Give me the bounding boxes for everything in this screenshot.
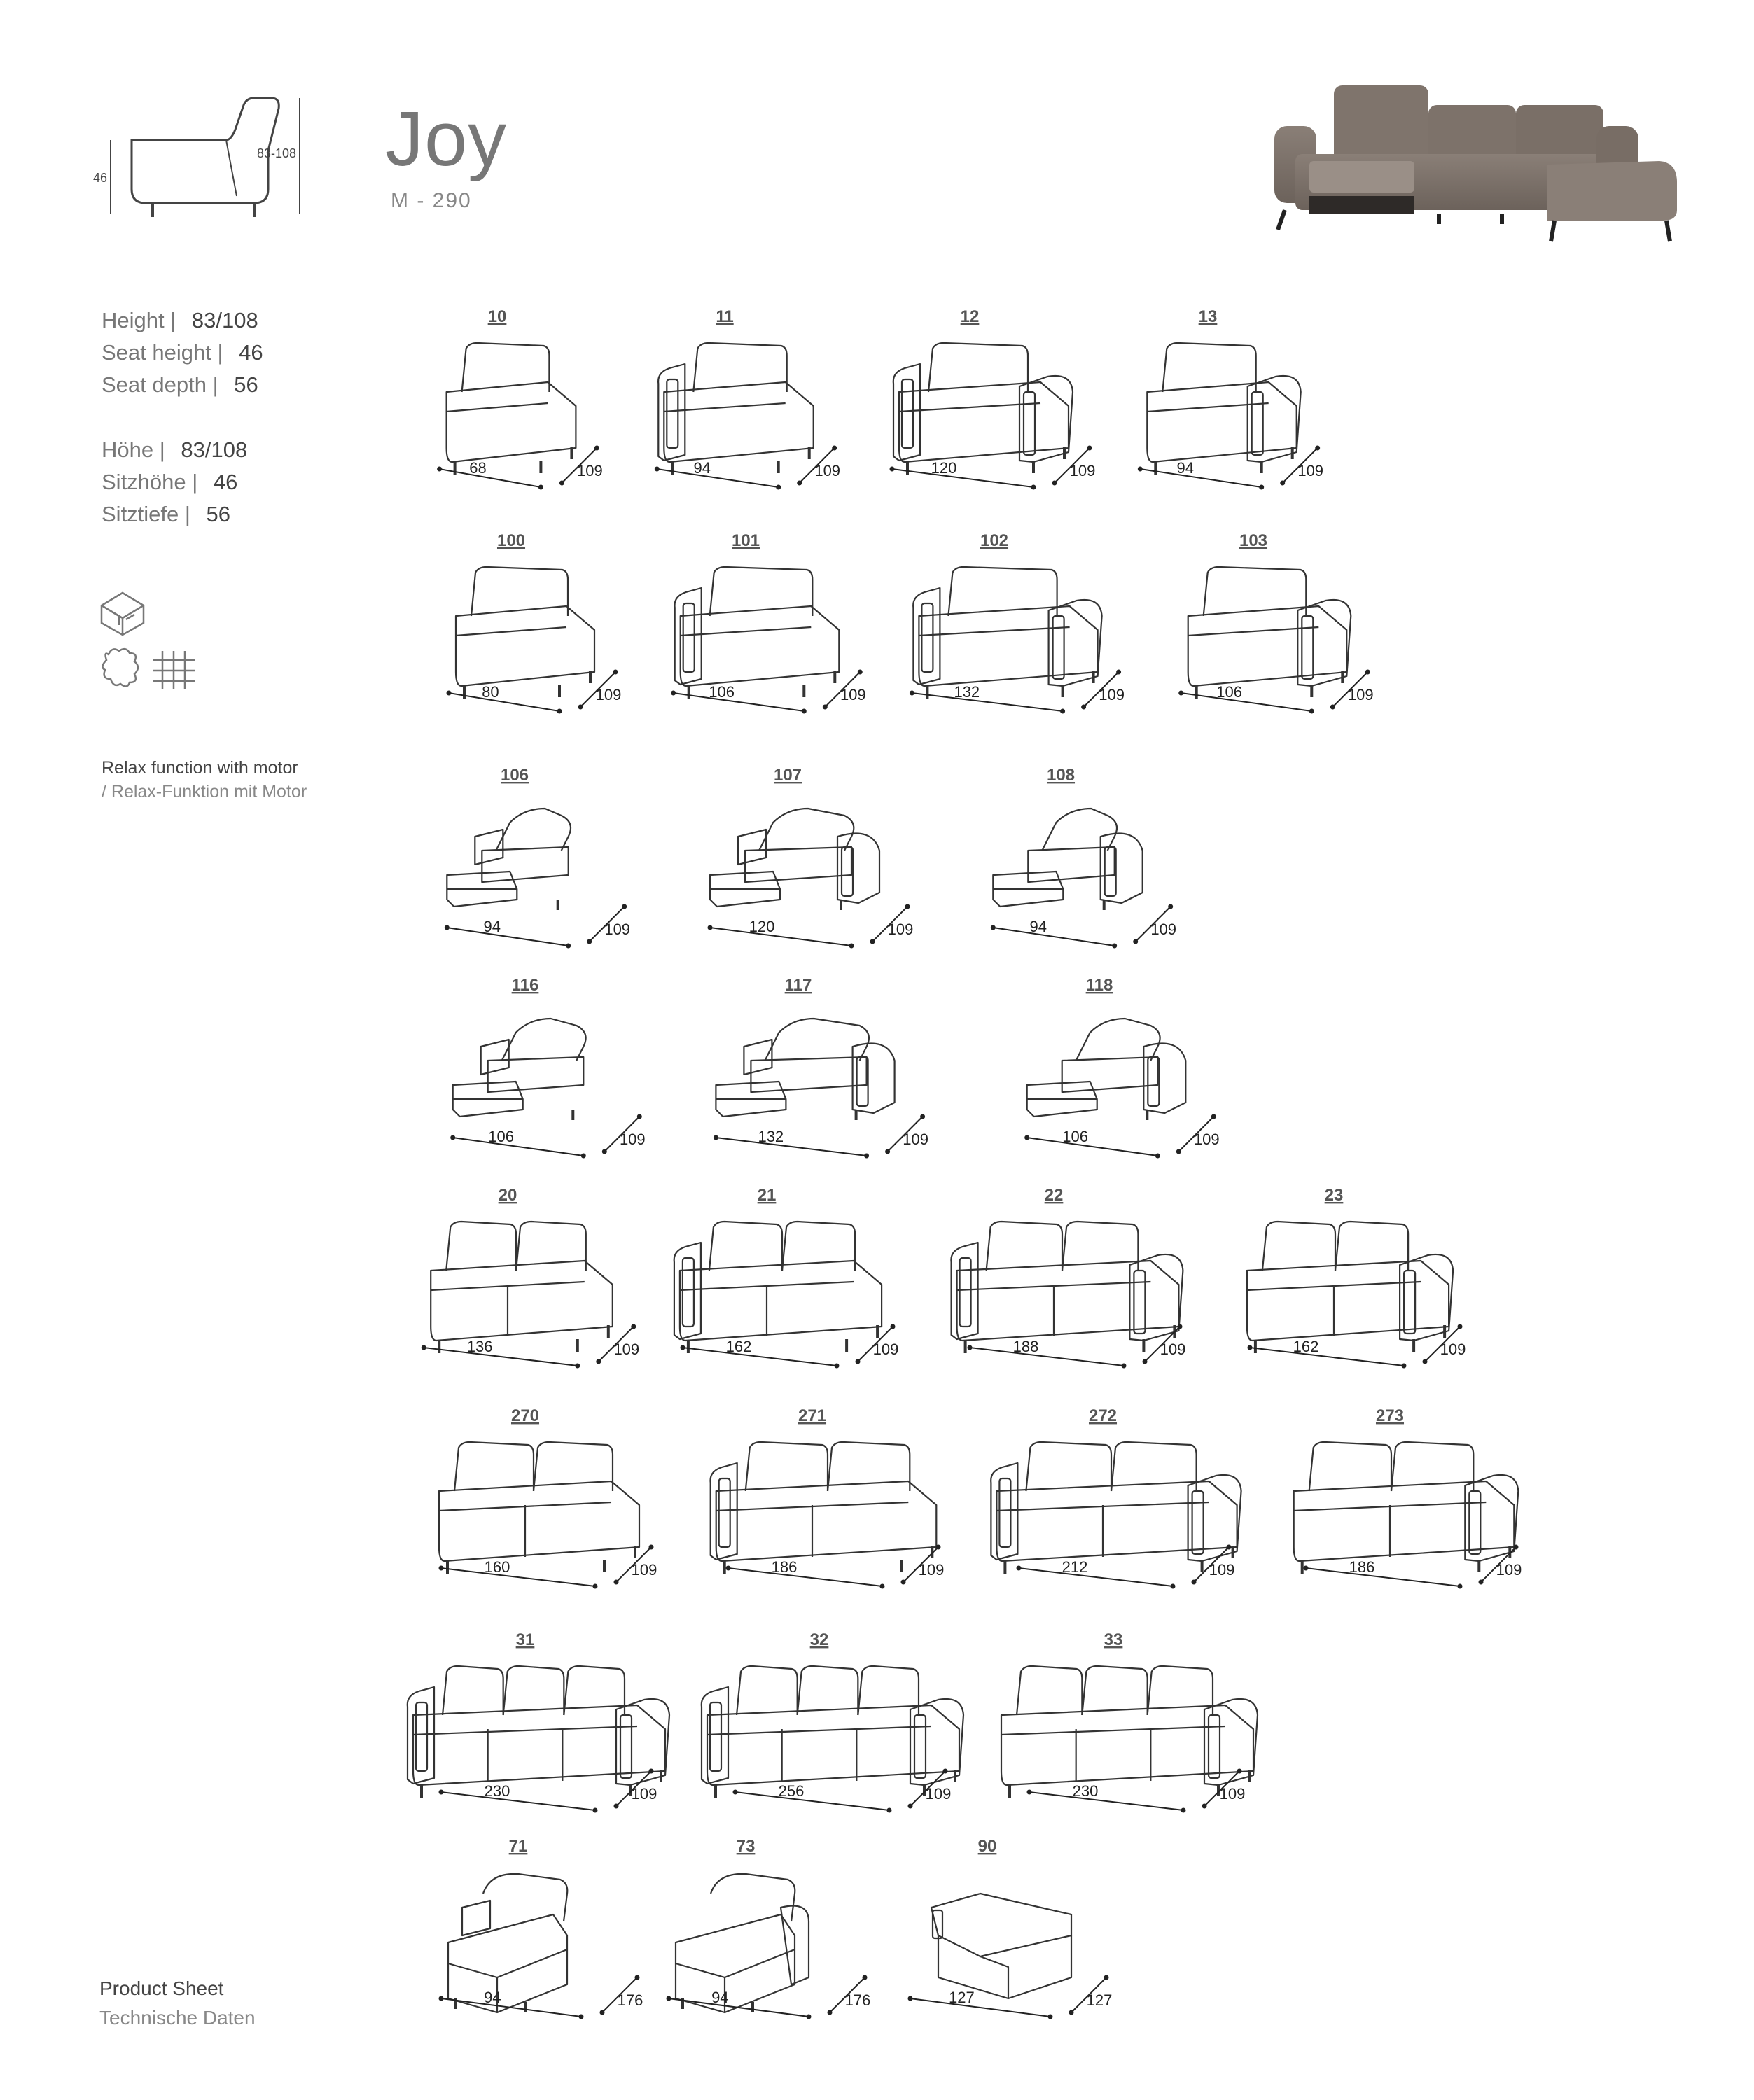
width-dimension: 162	[725, 1338, 752, 1355]
depth-dimension: 109	[814, 462, 841, 479]
module-code: 71	[508, 1837, 528, 1856]
module-code: 117	[784, 976, 812, 995]
module-71	[439, 1837, 643, 2019]
module-22	[951, 1186, 1185, 1368]
width-dimension: 186	[1349, 1558, 1375, 1576]
model-number: M - 290	[391, 189, 472, 212]
spec-value: 46	[207, 470, 238, 494]
module-23	[1247, 1186, 1466, 1368]
spec-label: Height |	[102, 308, 176, 332]
module-drawing	[1001, 1666, 1258, 1798]
width-dimension: 94	[483, 918, 501, 935]
module-code: 103	[1239, 531, 1268, 550]
module-code: 12	[960, 307, 980, 326]
depth-dimension: 109	[1347, 686, 1374, 704]
module-code: 32	[809, 1630, 829, 1649]
module-106	[445, 766, 630, 948]
module-drawing	[951, 1222, 1183, 1353]
width-dimension: 68	[469, 459, 487, 477]
module-drawing	[1147, 343, 1300, 475]
module-90	[908, 1837, 1113, 2019]
module-code: 118	[1085, 976, 1113, 995]
module-117	[714, 976, 928, 1158]
depth-dimension: 109	[872, 1340, 899, 1358]
module-code: 108	[1046, 766, 1076, 785]
module-108	[991, 766, 1176, 948]
module-107	[708, 766, 914, 948]
module-code: 271	[798, 1406, 827, 1425]
module-drawing	[931, 1893, 1071, 1998]
module-12	[890, 307, 1096, 490]
depth-dimension: 109	[918, 1561, 945, 1578]
width-dimension: 94	[693, 459, 711, 477]
seat-height-label: 46	[92, 171, 107, 185]
spec-label: Sitztiefe |	[102, 502, 190, 526]
module-code: 101	[731, 531, 760, 550]
module-code: 13	[1198, 307, 1218, 326]
module-drawing	[993, 808, 1142, 910]
depth-dimension: 127	[1086, 1991, 1113, 2009]
module-drawing	[710, 808, 879, 910]
spec-value: 83/108	[186, 308, 258, 332]
width-dimension: 127	[948, 1989, 975, 2006]
spec-label: Höhe |	[102, 438, 165, 462]
footer-product-sheet: Product Sheet	[99, 1977, 224, 1999]
module-drawing	[1294, 1442, 1519, 1574]
module-drawing	[675, 567, 840, 699]
module-drawing	[711, 1442, 937, 1574]
depth-dimension: 109	[1209, 1561, 1235, 1578]
module-270	[439, 1406, 657, 1589]
module-code: 272	[1088, 1406, 1118, 1425]
module-code: 106	[500, 766, 529, 785]
module-code: 31	[515, 1630, 535, 1649]
width-dimension: 160	[484, 1558, 510, 1576]
depth-dimension: 109	[577, 462, 603, 479]
spec-label: Sitzhöhe |	[102, 470, 198, 494]
height-range-label: 83-108	[256, 146, 296, 160]
module-drawing	[716, 1018, 894, 1120]
module-code: 23	[1324, 1186, 1344, 1205]
module-13	[1138, 307, 1323, 490]
module-drawing	[453, 1018, 586, 1120]
module-118	[1024, 976, 1219, 1158]
depth-dimension: 109	[619, 1130, 646, 1148]
module-code: 90	[977, 1837, 997, 1856]
module-drawing	[702, 1666, 963, 1798]
depth-dimension: 109	[604, 920, 631, 938]
module-code: 22	[1044, 1186, 1064, 1205]
module-101	[671, 531, 865, 714]
width-dimension: 106	[1062, 1128, 1088, 1145]
width-dimension: 230	[1072, 1782, 1099, 1800]
depth-dimension: 176	[844, 1991, 871, 2009]
module-drawing	[676, 1874, 809, 2012]
module-drawing	[448, 1874, 567, 2012]
spec-value: 56	[200, 502, 231, 526]
depth-dimension: 109	[613, 1340, 640, 1358]
depth-dimension: 109	[595, 686, 622, 704]
module-20	[422, 1186, 639, 1368]
module-drawing	[674, 1222, 882, 1353]
module-drawing	[439, 1442, 639, 1574]
depth-dimension: 109	[1069, 462, 1096, 479]
module-11	[655, 307, 840, 490]
width-dimension: 94	[1029, 918, 1047, 935]
width-dimension: 94	[484, 1989, 501, 2006]
module-code: 100	[496, 531, 526, 550]
depth-dimension: 176	[617, 1991, 643, 2009]
width-dimension: 80	[482, 683, 499, 701]
module-273	[1294, 1406, 1522, 1589]
width-dimension: 212	[1062, 1558, 1088, 1576]
width-dimension: 162	[1293, 1338, 1319, 1355]
depth-dimension: 109	[840, 686, 866, 704]
width-dimension: 132	[954, 683, 980, 701]
module-drawing	[1188, 567, 1351, 699]
depth-dimension: 109	[1219, 1785, 1246, 1802]
depth-dimension: 109	[1193, 1130, 1220, 1148]
module-code: 73	[736, 1837, 756, 1856]
relax-note-de: / Relax-Funktion mit Motor	[102, 782, 307, 802]
module-33	[1001, 1630, 1258, 1813]
width-dimension: 106	[488, 1128, 514, 1145]
module-code: 11	[716, 307, 734, 326]
depth-dimension: 109	[887, 920, 914, 938]
module-31	[408, 1630, 669, 1813]
width-dimension: 106	[1216, 683, 1242, 701]
module-271	[711, 1406, 945, 1589]
depth-dimension: 109	[1440, 1340, 1466, 1358]
width-dimension: 94	[1176, 459, 1195, 477]
module-code: 33	[1104, 1630, 1123, 1649]
width-dimension: 186	[771, 1558, 798, 1576]
module-code: 270	[510, 1406, 540, 1425]
footer-technische-daten: Technische Daten	[99, 2007, 256, 2029]
depth-dimension: 109	[903, 1130, 928, 1148]
module-code: 102	[980, 531, 1009, 550]
module-drawing	[913, 567, 1101, 699]
module-code: 10	[487, 307, 507, 326]
depth-dimension: 109	[1160, 1340, 1186, 1358]
spec-value: 46	[232, 340, 263, 365]
module-drawing	[408, 1666, 669, 1798]
module-73	[667, 1837, 871, 2019]
spec-value: 56	[228, 372, 258, 397]
width-dimension: 132	[758, 1128, 784, 1145]
module-103	[1178, 531, 1373, 714]
module-21	[674, 1186, 899, 1368]
width-dimension: 106	[709, 683, 735, 701]
width-dimension: 120	[931, 459, 957, 477]
depth-dimension: 109	[1496, 1561, 1522, 1578]
module-drawing	[991, 1442, 1241, 1574]
module-102	[910, 531, 1125, 714]
module-code: 116	[511, 976, 539, 995]
depth-dimension: 109	[925, 1785, 952, 1802]
module-drawing	[456, 567, 594, 699]
module-272	[991, 1406, 1241, 1589]
module-drawing	[431, 1222, 613, 1353]
depth-dimension: 109	[631, 1561, 657, 1578]
depth-dimension: 109	[1150, 920, 1177, 938]
product-title: Joy	[385, 96, 508, 182]
module-code: 20	[498, 1186, 517, 1205]
spec-label: Seat depth |	[102, 372, 218, 397]
module-32	[702, 1630, 963, 1813]
module-drawing	[1027, 1018, 1186, 1120]
width-dimension: 256	[778, 1782, 805, 1800]
module-drawing	[893, 343, 1073, 475]
module-drawing	[1247, 1222, 1453, 1353]
module-code: 21	[757, 1186, 777, 1205]
width-dimension: 230	[484, 1782, 510, 1800]
depth-dimension: 109	[1099, 686, 1125, 704]
spec-value: 83/108	[174, 438, 248, 462]
width-dimension: 136	[466, 1338, 493, 1355]
spec-label: Seat height |	[102, 340, 223, 365]
module-10	[437, 307, 603, 490]
module-drawing	[447, 808, 571, 910]
width-dimension: 94	[711, 1989, 729, 2006]
width-dimension: 120	[749, 918, 775, 935]
depth-dimension: 109	[631, 1785, 657, 1802]
module-code: 107	[773, 766, 802, 785]
depth-dimension: 109	[1297, 462, 1324, 479]
module-100	[447, 531, 622, 714]
module-116	[450, 976, 645, 1158]
width-dimension: 188	[1012, 1338, 1039, 1355]
module-drawing	[447, 343, 576, 475]
relax-note-en: Relax function with motor	[102, 758, 298, 778]
module-code: 273	[1375, 1406, 1405, 1425]
module-drawing	[658, 343, 814, 475]
